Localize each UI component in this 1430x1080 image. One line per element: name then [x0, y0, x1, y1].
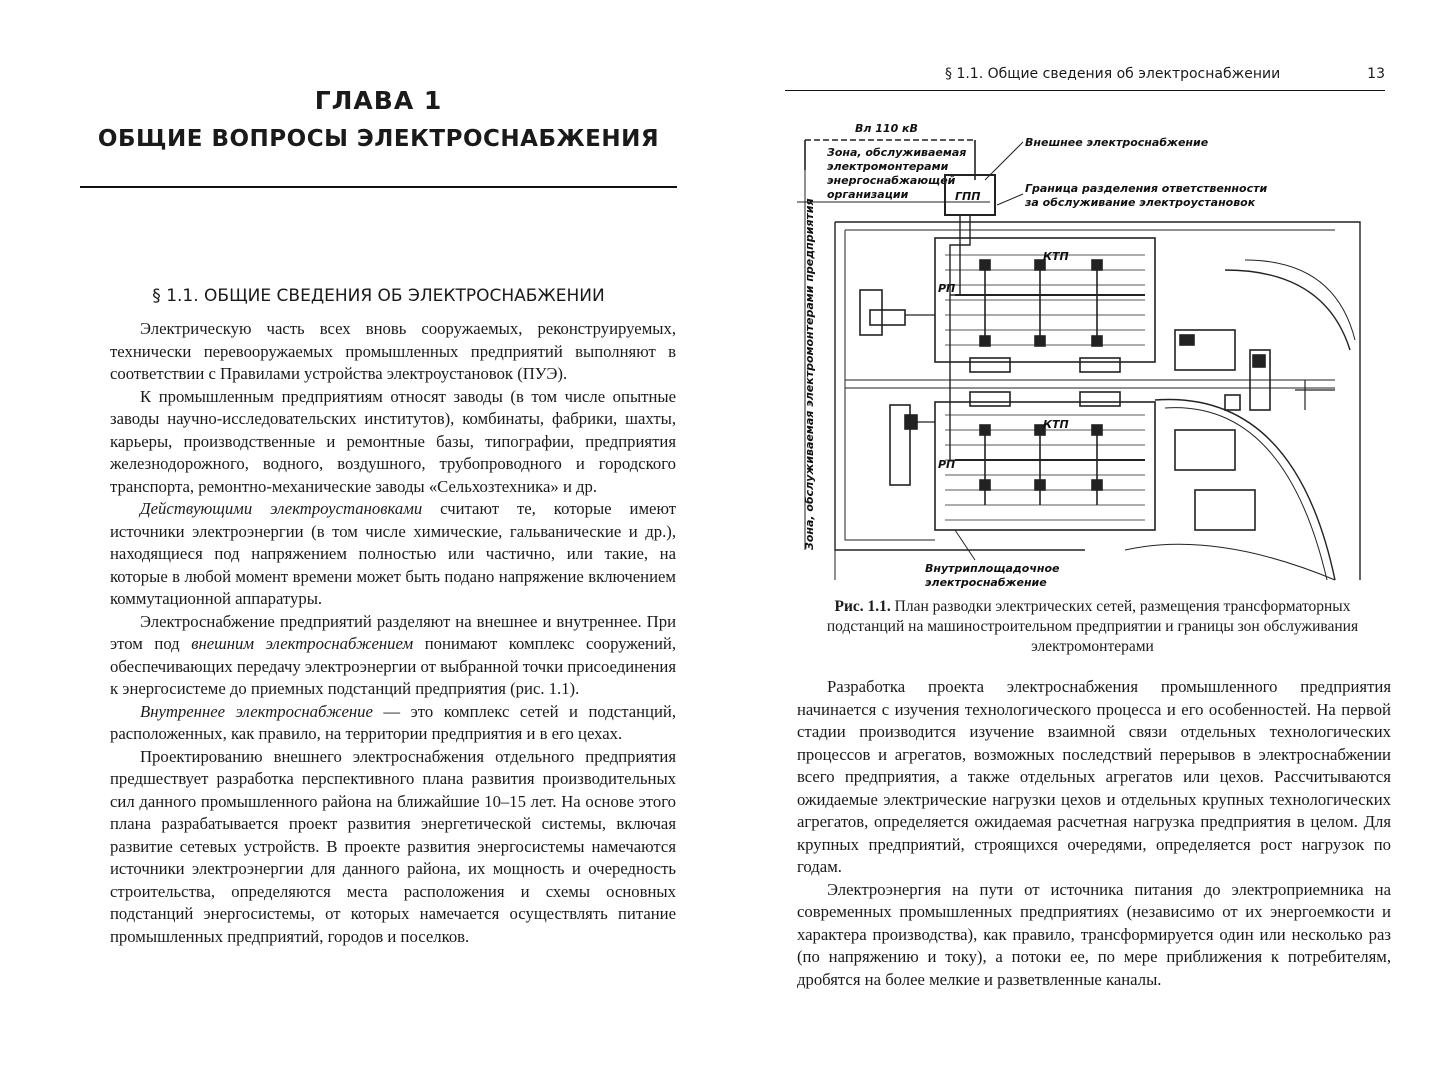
- caption-text: План разводки электрических сетей, размещения трансформаторных подстанций на машиностроительном предприятии и границы зон обслуживания электромонтерами: [826, 598, 1359, 655]
- svg-text:электромонтерами: электромонтерами: [827, 160, 949, 173]
- label-external-supply: Внешнее электроснабжение: [1025, 136, 1209, 149]
- paragraph: К промышленным предприятиям относят заводы (в том числе опытные заводы научно-исследовательских институтов), комбинаты, фабрики, шахты, карьеры, производственные и ремонтные базы, типографии, предприятия железнодорожного, водного, воздушного, трубопроводного и городского транспорта, ремонтно-механические заводы «Сельхозтехника» и др.: [110, 386, 676, 496]
- chapter-title: ОБЩИЕ ВОПРОСЫ ЭЛЕКТРОСНАБЖЕНИЯ: [97, 126, 660, 152]
- svg-text:за обслуживание электроустанов: за обслуживание электроустановок: [1025, 196, 1256, 209]
- paragraph: Электрическую часть всех вновь сооружаемых, реконструируемых, технически перевооружаемых промышленных предприятий выполняют в соответствии с Правилами устройства электроустановок (ПУЭ).: [110, 319, 676, 383]
- label-rp: РП: [938, 282, 956, 295]
- label-internal-supply: Внутриплощадочное: [925, 562, 1060, 575]
- svg-text:РП: РП: [938, 458, 956, 471]
- term-italic: Действующими электроустановками: [140, 499, 423, 518]
- caption-label: Рис. 1.1.: [834, 598, 891, 615]
- header-divider: [785, 90, 1385, 91]
- term-italic: Внутреннее электроснабжение: [140, 701, 373, 721]
- svg-text:электроснабжение: электроснабжение: [925, 576, 1047, 589]
- paragraph: Электроснабжение предприятий разделяют на внешнее и внутреннее. При этом под внешним электроснабжением понимают комплекс сооружений, обеспечивающих передачу электроэнергии от выбранной точки присоединения к энергосистеме до приемных подстанций предприятия (рис. 1.1).: [110, 611, 676, 698]
- right-body-text: [797, 676, 1391, 991]
- term-italic: внешним электроснабжением: [191, 634, 414, 653]
- right-page: [715, 0, 1430, 1080]
- label-zone-utility: Зона, обслуживаемая: [827, 146, 967, 159]
- chapter-number: ГЛАВА 1: [314, 86, 443, 115]
- label-line-110kv: Вл 110 кВ: [855, 122, 918, 135]
- plan-diagram: [775, 110, 1395, 598]
- section-heading: § 1.1. ОБЩИЕ СВЕДЕНИЯ ОБ ЭЛЕКТРОСНАБЖЕНИИ: [152, 286, 605, 306]
- paragraph: Внутреннее электроснабжение — это комплекс сетей и подстанций, расположенных, как правило, на территории предприятия и в его цехах.: [110, 701, 676, 743]
- paragraph: Разработка проекта электроснабжения промышленного предприятия начинается с изучения технологического процесса и его особенностей. На первой стадии производится изучение взаимной связи отдельных технологических процессов и агрегатов, возможных последствий перерывов в электроснабжении всего предприятия, а также отдельных агрегатов или цехов. Рассчитываются ожидаемые электрические нагрузки цехов и отдельных крупных технологических агрегатов, определяется ожидаемая расчетная нагрузка предприятия в целом. Для крупных предприятий, строящихся очередями, определяется рост нагрузок по годам.: [797, 677, 1391, 876]
- label-ktp: КТП: [1043, 250, 1069, 263]
- svg-text:энергоснабжающей: энергоснабжающей: [827, 174, 956, 187]
- left-body-text: [110, 318, 676, 948]
- running-title: § 1.1. Общие сведения об электроснабжении: [945, 66, 1281, 82]
- svg-text:КТП: КТП: [1043, 418, 1069, 431]
- label-boundary: Граница разделения ответственности: [1025, 182, 1268, 195]
- paragraph: Проектированию внешнего электроснабжения отдельного предприятия предшествует разработка перспективного плана развития производительных сил данного промышленного района на ближайшие 10–15 лет. На основе этого плана разрабатывается проект развития энергетической системы, включая развитие сетевых устройств. В проекте развития энергосистемы намечаются источники электроэнергии для данного района, их мощность и очередность строительства, определяются места расположения и схемы основных подстанций энергосистемы, от которых намечается осуществлять питание промышленных предприятий, городов и поселков.: [110, 746, 676, 946]
- label-gpp: ГПП: [955, 190, 981, 203]
- svg-text:организации: организации: [827, 188, 909, 201]
- figure-caption: [795, 597, 1390, 657]
- page-number: 13: [1367, 66, 1385, 82]
- paragraph: Электроэнергия на пути от источника питания до электроприемника на современных промышленных предприятиях (независимо от их энергоемкости и характера производства), как правило, трансформируется один или несколько раз (по напряжению и току), а потоки ее, по мере приближения к потребителям, дробятся на более мелкие и разветвленные каналы.: [797, 879, 1391, 989]
- paragraph: Действующими электроустановками считают те, которые имеют источники электроэнергии (в том числе химические, гальванические и др.), находящиеся под напряжением полностью или частично, или такие, на которые в любой момент времени может быть подано напряжение включением коммутационной аппаратуры.: [110, 499, 676, 608]
- chapter-divider: [80, 186, 677, 188]
- power-supply-plan-figure: [775, 110, 1395, 598]
- label-zone-enterprise: Зона, обслуживаемая электромонтерами предприятия: [803, 198, 816, 550]
